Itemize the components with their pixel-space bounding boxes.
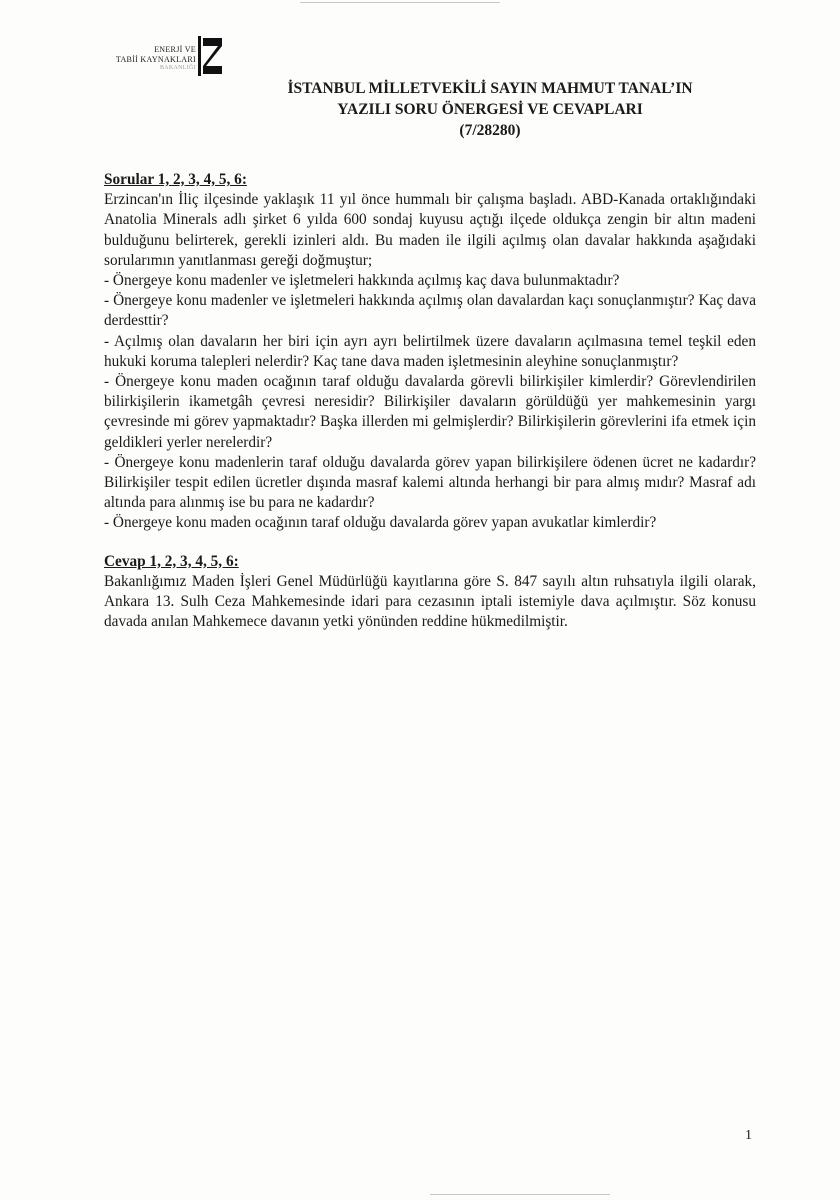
page-number: 1 [745,1128,752,1143]
scan-edge-bottom [430,1194,610,1195]
answer-heading: Cevap 1, 2, 3, 4, 5, 6: [104,552,239,570]
question-item: - Açılmış olan davaların her biri için ayrı ayrı belirtilmek üzere davaların açılmasına temel teşkil eden hukuki koruma talepleri nelerdir? Kaç tane dava maden işletmesinin aleyhine sonuçlanmıştır? [104,332,756,370]
title-line-3: (7/28280) [459,122,521,139]
questions-intro: Erzincan'ın İliç ilçesinde yaklaşık 11 yıl önce hummalı bir çalışma başladı. ABD-Kanada ortaklığındaki Anatolia Minerals adlı şirket 6 yılda 600 sondaj kuyusu açtığı ilçede oldukça zengin bir altın madeni bulduğunu belirterek, gerekli izinleri aldı. Bu maden ile ilgili açılmış olan davalar hakkında aşağıdaki sorularımın yanıtlanması gereği doğmuştur; [104,191,756,269]
question-item: - Önergeye konu maden ocağının taraf olduğu davalarda görevli bilirkişiler kimlerdir? Görevlendirilen bilirkişilerin ikametgâh çevresi neresidir? Bilirkişiler davaların görüldüğü yer mahkemesinin yargı çevresinde mi görev yapmaktadır? Başka illerden mi gelmişlerdir? Bilirkişilerin görevlerini ifa etmek için geldikleri yerler nerelerdir? [104,373,756,451]
title-line-2: YAZILI SORU ÖNERGESİ VE CEVAPLARI [337,101,643,118]
question-item: - Önergeye konu madenler ve işletmeleri hakkında açılmış kaç dava bulunmaktadır? [104,272,620,290]
title-line-1: İSTANBUL MİLLETVEKİLİ SAYIN MAHMUT TANAL’IN [287,80,693,97]
document-body [104,170,756,632]
question-item: - Önergeye konu maden ocağının taraf olduğu davalarda görev yapan avukatlar kimlerdir? [104,514,657,532]
scan-edge-top [300,2,500,3]
answer-text: Bakanlığımız Maden İşleri Genel Müdürlüğü kayıtlarına göre S. 847 sayılı altın ruhsatıyla ilgili olarak, Ankara 13. Sulh Ceza Mahkemesinde idari para cezasının iptali istemiyle dava açılmıştır. Söz konusu davada anılan Mahkemece davanın yetki yönünden reddine hükmedilmiştir. [104,572,756,631]
logo-text-line2: TABİİ KAYNAKLARI [115,55,196,64]
ministry-logo [102,36,222,78]
document-title [200,78,780,141]
questions-heading: Sorular 1, 2, 3, 4, 5, 6: [104,171,247,188]
question-item: - Önergeye konu madenler ve işletmeleri hakkında açılmış olan davalardan kaçı sonuçlanmıştır? Kaç dava derdesttir? [104,292,756,330]
logo-text-line1: ENERJİ VE [154,45,196,54]
logo-text-line3: BAKANLIĞI [159,65,196,71]
ministry-emblem-icon [198,36,222,76]
question-item: - Önergeye konu madenlerin taraf olduğu davalarda görev yapan bilirkişilere ödenen ücret ne kadardır? Bilirkişiler tespit edilen ücretler dışında masraf kalemi altında herhangi bir para almış mıdır? Masraf adı altında para alınmış ise bu para ne kadardır? [104,453,756,512]
